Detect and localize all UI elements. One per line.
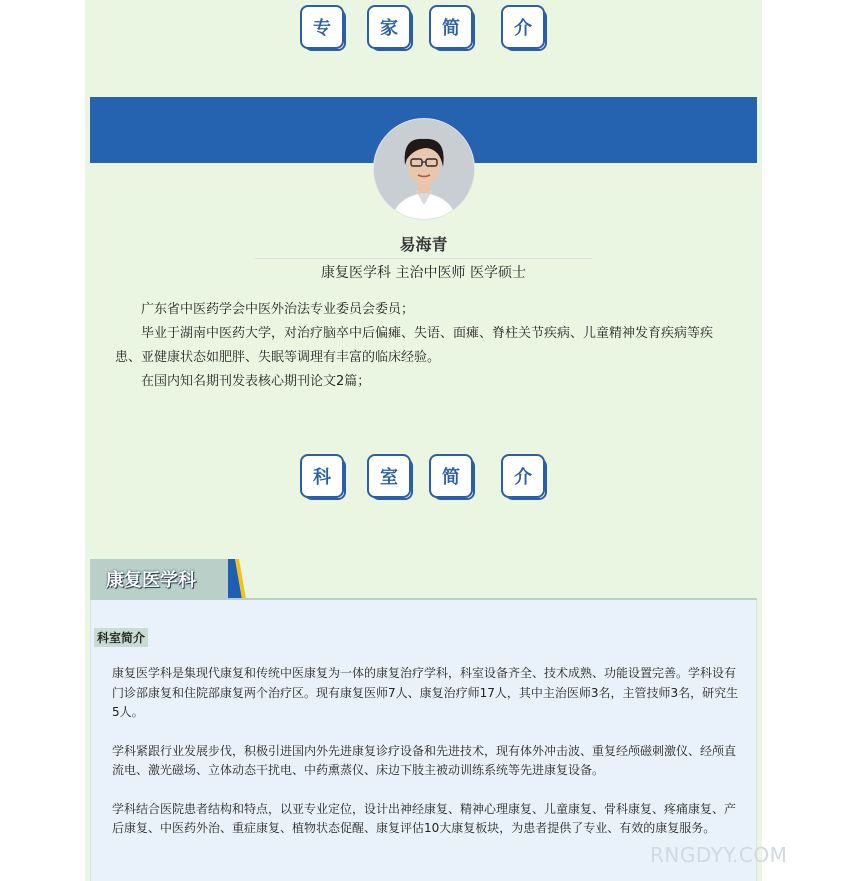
expert-section-title <box>85 0 762 60</box>
doctor-titles: 康复医学科 主治中医师 医学硕士 <box>321 265 526 281</box>
department-paragraph: 康复医学科是集现代康复和传统中医康复为一体的康复治疗学科，科室设备齐全、技术成熟、功能设置完善。学科设有门诊部康复和住院部康复两个治疗区。现有康复医师7人、康复治疗师17人，其中主治医师3名，主管技师3名，研究生5人。 <box>112 666 739 719</box>
doctor-name: 易海青 <box>399 235 448 254</box>
bio-line: 广东省中医药学会中医外治法专业委员会委员； <box>141 302 415 317</box>
title-char: 介 <box>501 454 545 498</box>
department-section-label: 科室简介 <box>94 628 148 647</box>
doctor-bio <box>115 298 735 394</box>
doctor-avatar <box>373 118 475 220</box>
name-divider <box>255 258 592 259</box>
department-description <box>112 664 740 858</box>
department-section-title <box>85 449 762 509</box>
title-char: 家 <box>367 5 411 49</box>
department-tab-label: 康复医学科 <box>106 570 196 591</box>
title-char: 简 <box>429 5 473 49</box>
title-char: 室 <box>367 454 411 498</box>
title-char: 介 <box>501 5 545 49</box>
bio-line: 毕业于湖南中医药大学，对治疗脑卒中后偏瘫、失语、面瘫、脊柱关节疾病、儿童精神发育疾病等疾患、亚健康状态如肥胖、失眠等调理有丰富的临床经验。 <box>115 326 714 365</box>
bio-line: 在国内知名期刊发表核心期刊论文2篇； <box>141 374 371 389</box>
department-paragraph: 学科结合医院患者结构和特点，以亚专业定位，设计出神经康复、精神心理康复、儿童康复、骨科康复、疼痛康复、产后康复、中医药外治、重症康复、植物状态促醒、康复评估10大康复板块，为患者提供了专业、有效的康复服务。 <box>112 801 737 835</box>
tab-stripe-icon <box>228 559 258 599</box>
department-info-box <box>90 600 757 881</box>
title-char: 科 <box>300 454 344 498</box>
title-char: 专 <box>300 5 344 49</box>
department-tab <box>90 559 255 599</box>
watermark: RNGDYY.COM <box>650 843 788 867</box>
department-paragraph: 学科紧跟行业发展步伐，积极引进国内外先进康复诊疗设备和先进技术，现有体外冲击波、重复经颅磁刺激仪、经颅直流电、激光磁场、立体动态干扰电、中药熏蒸仪、床边下肢主被动训练系统等先进康复设备。 <box>112 743 737 777</box>
page-content <box>85 0 762 881</box>
title-char: 简 <box>429 454 473 498</box>
